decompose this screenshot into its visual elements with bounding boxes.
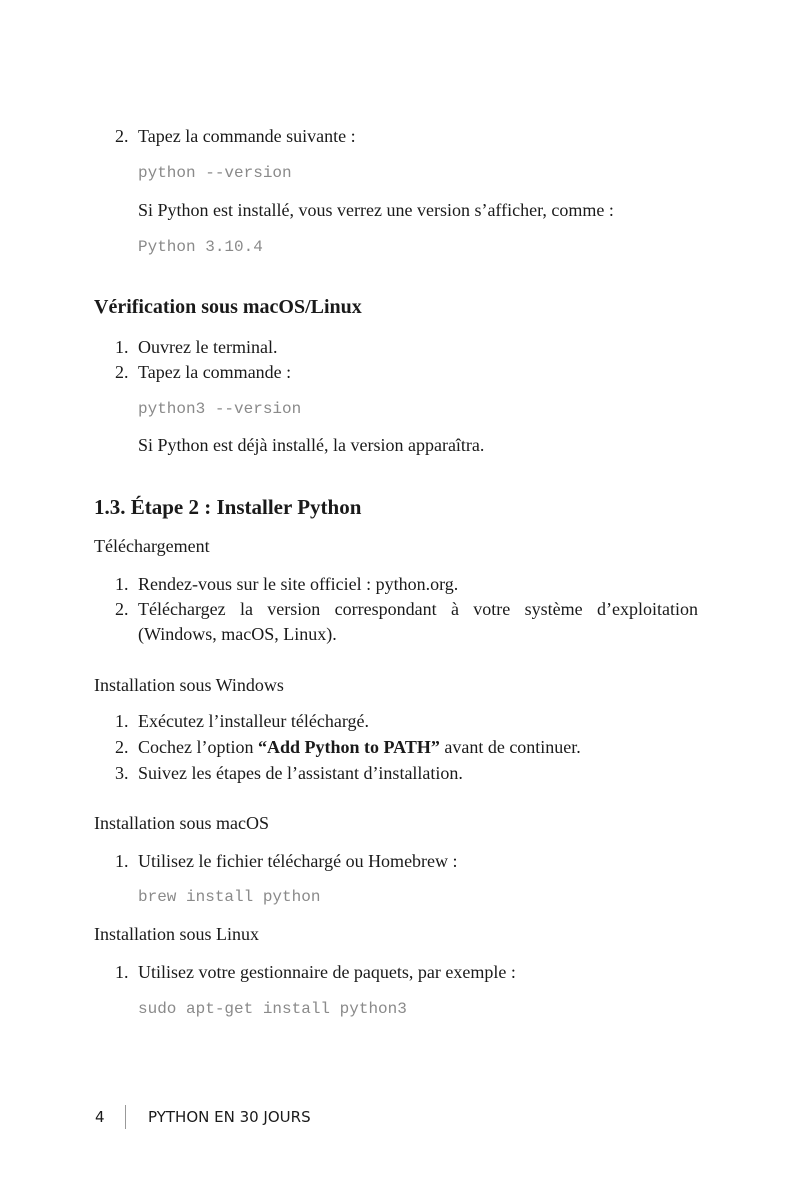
- text-run: Cochez l’option: [138, 737, 258, 757]
- word: d’exploitation: [596, 599, 698, 619]
- subsection-title: Installation sous Windows: [94, 675, 284, 695]
- list-number: 3.: [115, 763, 129, 783]
- list-number: 1.: [115, 851, 129, 871]
- list-number: 2.: [115, 362, 129, 382]
- page-number: 4: [95, 1108, 105, 1126]
- word: correspondant: [334, 599, 437, 619]
- footer-divider: [125, 1105, 126, 1129]
- list-item-text: Utilisez le fichier téléchargé ou Homebrew :: [138, 851, 458, 871]
- list-item-text-justified: [138, 598, 698, 620]
- section-heading: Vérification sous macOS/Linux: [94, 296, 362, 318]
- subsection-title: Installation sous Linux: [94, 924, 259, 944]
- running-footer-title: PYTHON EN 30 JOURS: [148, 1108, 311, 1126]
- text-run: avant de continuer.: [439, 737, 581, 757]
- code-line: python3 --version: [138, 400, 302, 418]
- list-number: 1.: [115, 962, 129, 982]
- word: système: [524, 599, 583, 619]
- subsection-title: Installation sous macOS: [94, 813, 269, 833]
- list-number: 2.: [115, 126, 129, 146]
- code-line: brew install python: [138, 888, 321, 906]
- chapter-heading: 1.3. Étape 2 : Installer Python: [94, 495, 362, 519]
- list-number: 1.: [115, 574, 129, 594]
- paragraph: Si Python est installé, vous verrez une version s’afficher, comme :: [138, 200, 614, 220]
- subsection-title: Téléchargement: [94, 536, 210, 556]
- list-number: 1.: [115, 711, 129, 731]
- code-line: Python 3.10.4: [138, 238, 263, 256]
- list-item-text: Tapez la commande suivante :: [138, 126, 356, 146]
- paragraph: Si Python est déjà installé, la version apparaîtra.: [138, 435, 485, 455]
- list-item-text: Exécutez l’installeur téléchargé.: [138, 711, 370, 731]
- list-item-text: Tapez la commande :: [138, 362, 292, 382]
- list-item-text: Rendez-vous sur le site officiel : python.org.: [138, 574, 459, 594]
- list-item-continuation: (Windows, macOS, Linux).: [138, 624, 337, 644]
- word: votre: [473, 599, 511, 619]
- list-item-text: [138, 736, 581, 758]
- list-number: 2.: [115, 737, 129, 757]
- list-item-text: Suivez les étapes de l’assistant d’installation.: [138, 763, 463, 783]
- emphasis-text: “Add Python to PATH”: [257, 737, 440, 757]
- list-number: 2.: [115, 599, 129, 619]
- list-item-text: Utilisez votre gestionnaire de paquets, par exemple :: [138, 962, 516, 982]
- word: à: [450, 599, 459, 619]
- code-line: sudo apt-get install python3: [138, 1000, 407, 1018]
- word: version: [267, 599, 321, 619]
- list-number: 1.: [115, 337, 129, 357]
- word: la: [239, 599, 253, 619]
- code-line: python --version: [138, 164, 292, 182]
- word: Téléchargez: [138, 599, 226, 619]
- list-item-text: Ouvrez le terminal.: [138, 337, 278, 357]
